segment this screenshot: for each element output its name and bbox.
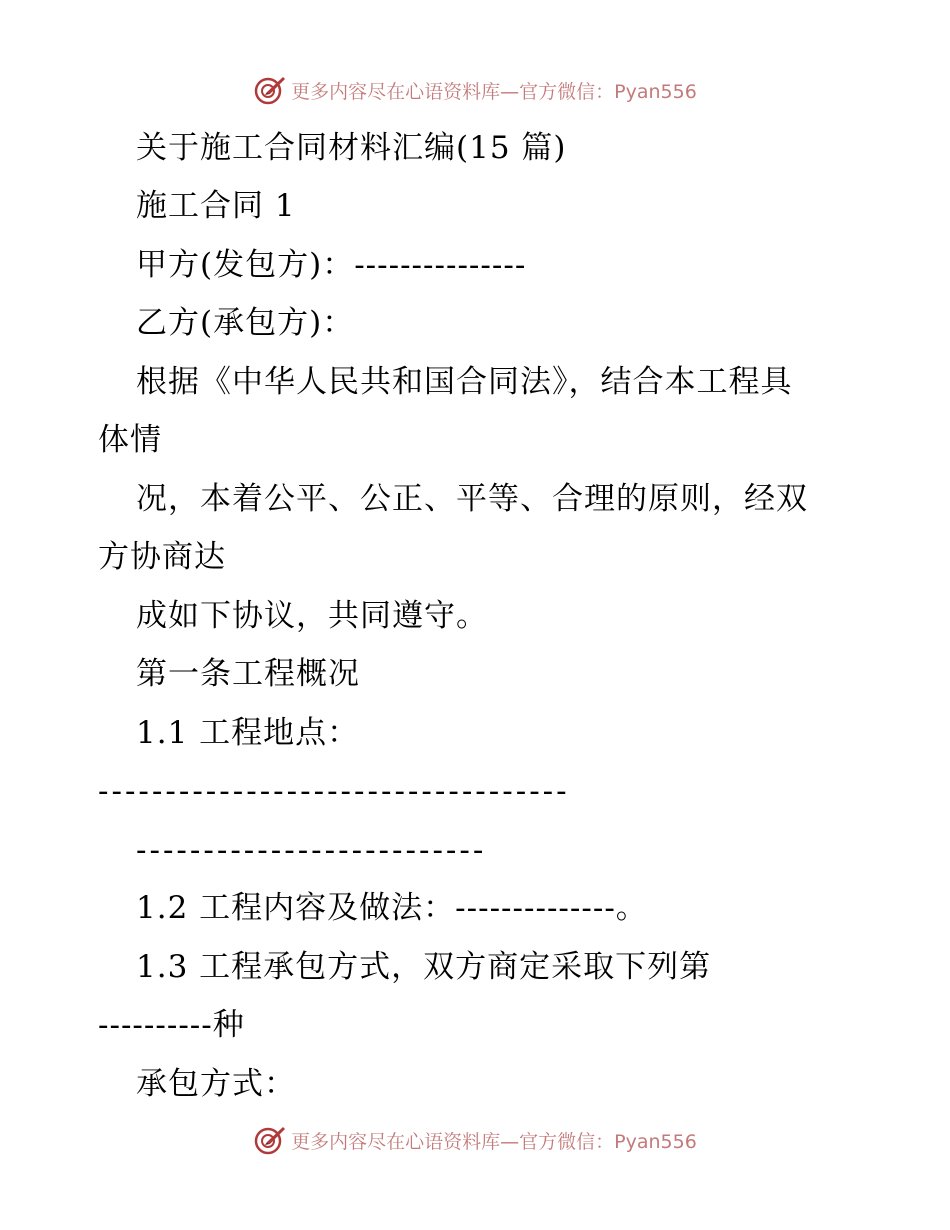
pen-logo-icon [253, 73, 287, 107]
header-watermark [0, 70, 950, 110]
paragraph-line: 况，本着公平、公正、平等、合理的原则，经双 [136, 481, 808, 517]
clause-line: 1.3 工程承包方式，双方商定采取下列第 [136, 949, 712, 985]
section-heading: 施工合同 1 [136, 188, 296, 224]
pen-logo-icon [253, 1123, 287, 1157]
blank-fill-line: ----------------------------------- [98, 773, 570, 809]
article-heading: 第一条工程概况 [136, 656, 360, 692]
clause-line: 1.1 工程地点： [136, 715, 360, 751]
clause-line: ----------种 [98, 1007, 245, 1043]
paragraph-line: 体情 [98, 422, 162, 458]
footer-watermark [0, 1120, 950, 1160]
clause-line: 承包方式： [136, 1066, 296, 1102]
clause-line: 1.2 工程内容及做法：--------------。 [136, 890, 648, 926]
paragraph-line: 成如下协议，共同遵守。 [136, 598, 488, 634]
party-a-line: 甲方(发包方)：--------------- [136, 247, 527, 283]
paragraph-line: 根据《中华人民共和国合同法》，结合本工程具 [136, 364, 793, 400]
document-title: 关于施工合同材料汇编(15 篇) [136, 130, 567, 166]
party-b-line: 乙方(承包方)： [136, 305, 355, 341]
watermark-text: 更多内容尽在心语资料库—官方微信：Pyan556 [291, 80, 697, 103]
watermark-text: 更多内容尽在心语资料库—官方微信：Pyan556 [291, 1130, 697, 1153]
blank-fill-line: -------------------------- [136, 832, 487, 868]
paragraph-line: 方协商达 [98, 539, 226, 575]
